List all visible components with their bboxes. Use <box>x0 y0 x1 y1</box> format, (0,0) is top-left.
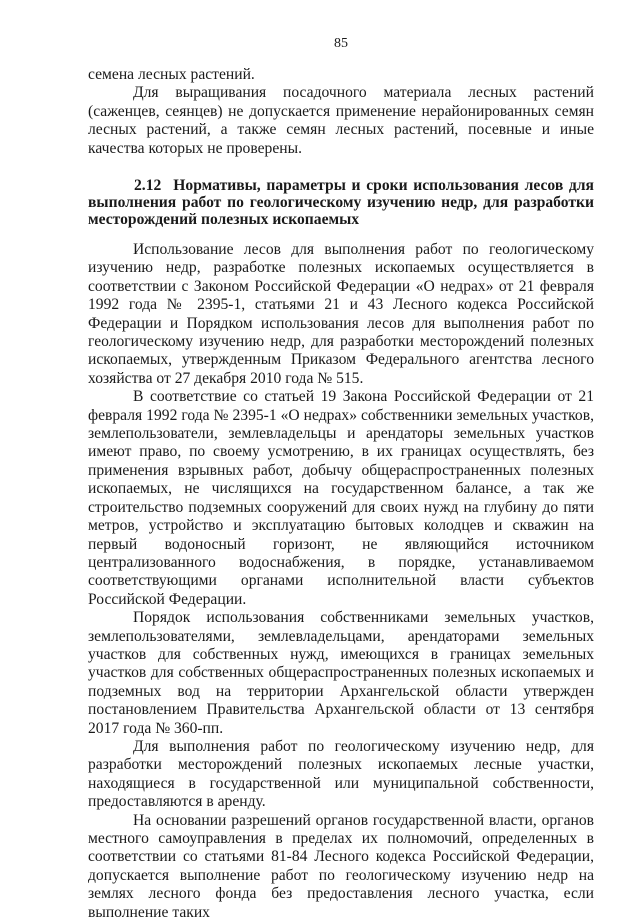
section-heading-block <box>88 177 594 229</box>
section-heading <box>88 177 594 229</box>
paragraph-seedlings: Для выращивания посадочного материала лесных растений (саженцев, сеянцев) не допускается применение нерайонированных семян лесных растений, а также семян лесных растений, посевные и иные качества которых не проверены. <box>88 84 594 157</box>
paragraph-4: Для выполнения работ по геологическому изучению недр, для разработки месторождений полезных ископаемых лесные участки, находящиеся в государственной или муниципальной собственности, предоставляются в аренду. <box>88 737 594 811</box>
paragraph-1: Использование лесов для выполнения работ по геологическому изучению недр, разработке полезных ископаемых осуществляется в соответствии с Законом Российской Федерации «О недрах» от 21 февраля 1992 года № 2395-1, статьями 21 и 43 Лесного кодекса Российской Федерации и Порядком использования лесов для выполнения работ по геологическому изучению недр, для разработки месторождений полезных ископаемых, утвержденным Приказом Федерального агентства лесного хозяйства от 27 декабря 2010 года № 515. <box>88 241 594 387</box>
continuation-line: семена лесных растений. <box>88 66 255 83</box>
section-body <box>88 241 594 922</box>
section-number: 2.12 <box>134 177 162 194</box>
paragraph-5: На основании разрешений органов государственной власти, органов местного самоуправления в пределах их полномочий, определенных в соответствии со статьями 81-84 Лесного кодекса Российской Федерации, допускается выполнение работ по геологическому изучению недр на землях лесного фонда без предоставления лесного участка, если выполнение таких <box>88 811 594 921</box>
paragraph-2: В соответствие со статьей 19 Закона Российской Федерации от 21 февраля 1992 года № 2395-1 «О недрах» собственники земельных участков, землепользователи, землевладельцы и арендаторы земельных участков имеют право, по своему усмотрению, в их границах осуществлять, без применения взрывных работ, добычу общераспространенных полезных ископаемых, не числящихся на государственном балансе, а так же строительство подземных сооружений для своих нужд на глубину до пяти метров, устройство и эксплуатацию бытовых колодцев и скважин на первый водоносный горизонт, не являющийся источником централизованного водоснабжения, в порядке, устанавливаемом соответствующими органами исполнительной власти субъектов Российской Федерации. <box>88 388 594 608</box>
page-number: 85 <box>334 36 348 51</box>
section-title: Нормативы, параметры и сроки использования лесов для выполнения работ по геологическому изучению недр, для разработки месторождений полезных ископаемых <box>88 177 594 229</box>
text-block-top <box>88 66 594 158</box>
paragraph-3: Порядок использования собственниками земельных участков, землепользователями, землевладельцами, арендаторами земельных участков для собственных нужд, имеющихся в границах земельных участков для собственных общераспространенных полезных ископаемых и подземных вод на территории Архангельской области утвержден постановлением Правительства Архангельской области от 13 сентября 2017 года № 360-пп. <box>88 609 594 737</box>
